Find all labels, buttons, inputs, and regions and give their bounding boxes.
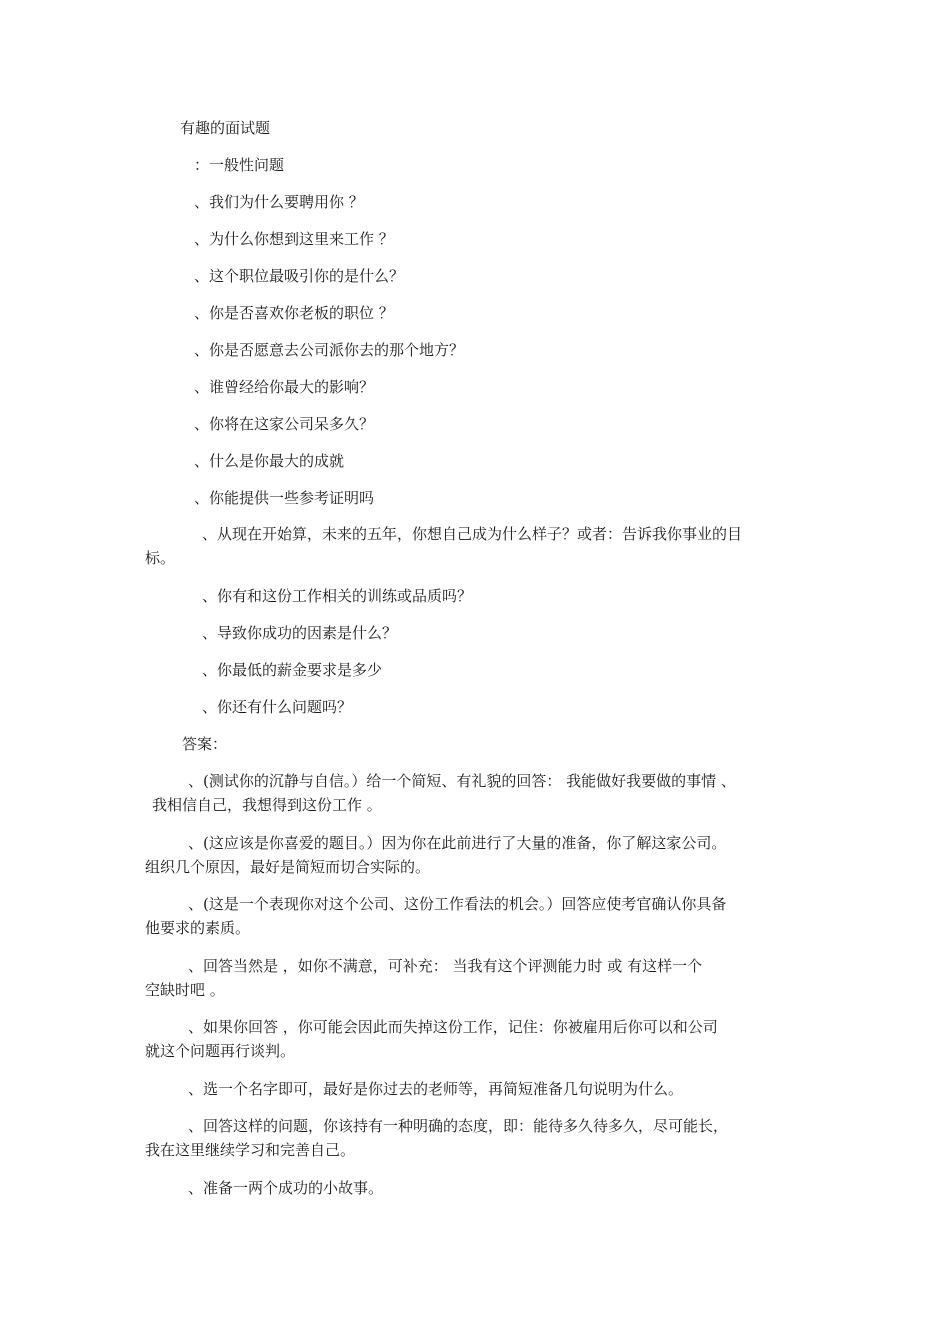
question-item: 、为什么你想到这里来工作 ？	[194, 230, 394, 248]
answer-item: 、准备一两个成功的小故事。	[188, 1179, 384, 1197]
question-item: 、导致你成功的因素是什么？	[202, 624, 398, 642]
question-item-line1: 、从现在开始算，未来的五年，你想自己成为什么样子？或者：告诉我你事业的目	[202, 525, 743, 543]
section-heading-general: ：一般性问题	[194, 156, 285, 174]
question-item: 、你最低的薪金要求是多少	[202, 661, 383, 679]
answer-item-line2: 我在这里继续学习和完善自己。	[145, 1141, 356, 1159]
question-item: 、你还有什么问题吗？	[202, 698, 353, 716]
question-item: 、你是否喜欢你老板的职位 ？	[194, 304, 394, 322]
answer-item: 、选一个名字即可，最好是你过去的老师等，再简短准备几句说明为什么。	[188, 1080, 684, 1098]
answer-item-line2: 我相信自己，我想得到这份工作 。	[152, 796, 382, 814]
answer-item-line2: 组织几个原因，最好是简短而切合实际的。	[145, 858, 431, 876]
question-item: 、你能提供一些参考证明吗	[194, 489, 375, 507]
answer-item-line1: 、(这是一个表现你对这个公司、这份工作看法的机会。）回答应使考官确认你具备	[188, 895, 727, 913]
document-title: 有趣的面试题	[180, 119, 271, 137]
question-item: 、你将在这家公司呆多久？	[194, 415, 375, 433]
answer-item-line1: 、(测试你的沉静与自信。）给一个简短、有礼貌的回答： 我能做好我要做的事情 、	[188, 772, 736, 790]
question-item-line2: 标。	[145, 549, 176, 567]
question-item: 、你有和这份工作相关的训练或品质吗？	[202, 587, 473, 605]
answers-heading: 答案：	[182, 735, 228, 753]
question-item: 、你是否愿意去公司派你去的那个地方？	[194, 341, 465, 359]
question-item: 、我们为什么要聘用你 ？	[194, 193, 364, 211]
answer-item-line1: 、如果你回答 ，你可能会因此而失掉这份工作，记住：你被雇用后你可以和公司	[188, 1018, 718, 1036]
answer-item-line1: 、(这应该是你喜爱的题目。）因为你在此前进行了大量的准备，你了解这家公司。	[188, 834, 727, 852]
question-item: 、什么是你最大的成就	[194, 452, 345, 470]
answer-item-line1: 、回答当然是 ，如你不满意，可补充： 当我有这个评测能力时 或 有这样一个	[188, 957, 703, 975]
question-item: 、谁曾经给你最大的影响？	[194, 378, 375, 396]
answer-item-line1: 、回答这样的问题，你该持有一种明确的态度，即：能待多久待多久，尽可能长，	[188, 1117, 729, 1135]
answer-item-line2: 空缺时吧 。	[145, 981, 225, 999]
answer-item-line2: 他要求的素质。	[145, 919, 251, 937]
answer-item-line2: 就这个问题再行谈判。	[145, 1042, 296, 1060]
question-item: 、这个职位最吸引你的是什么？	[194, 267, 405, 285]
